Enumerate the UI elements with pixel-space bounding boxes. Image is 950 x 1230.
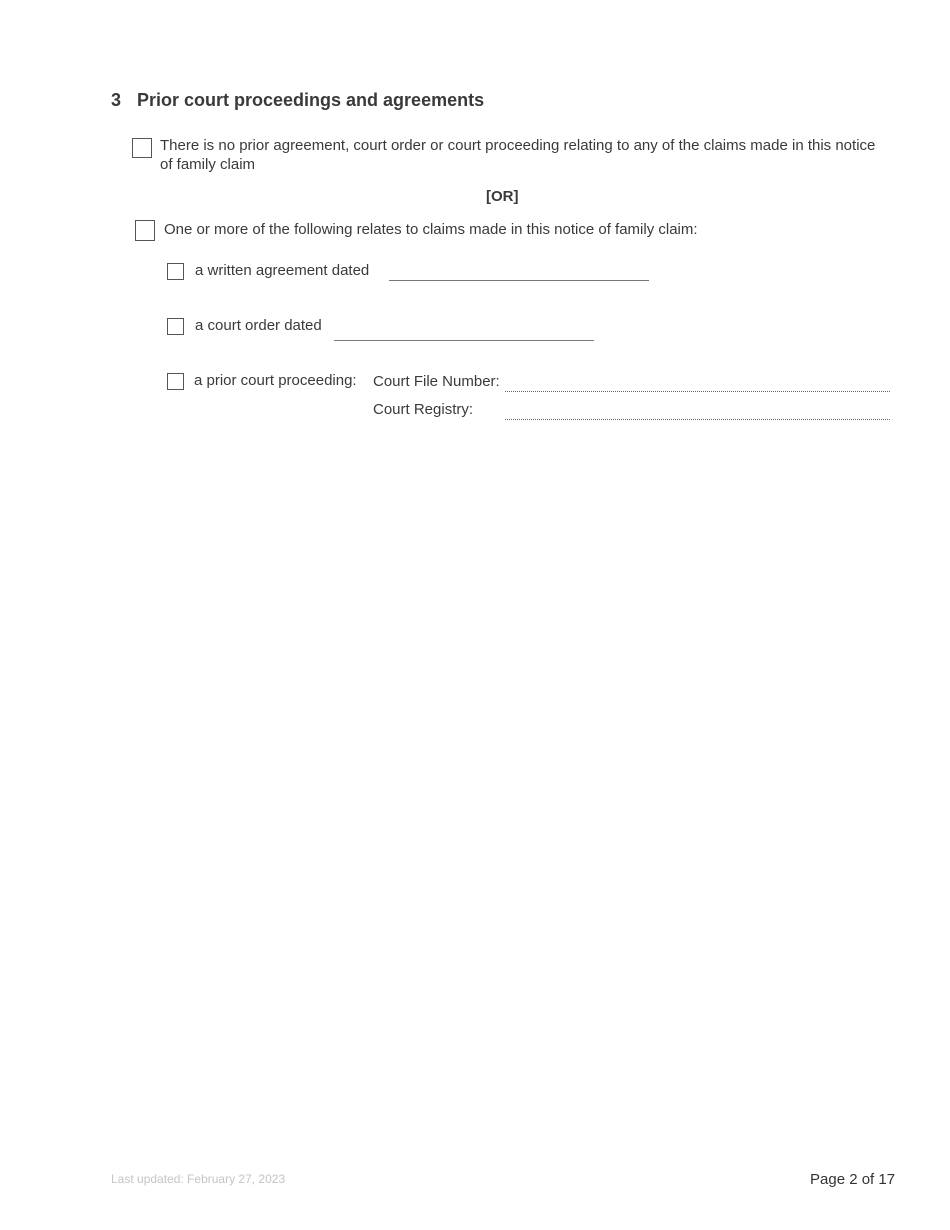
court-order-label: a court order dated [195,317,322,334]
written-agreement-label: a written agreement dated [195,262,370,279]
written-agreement-checkbox[interactable] [167,263,184,280]
last-updated: Last updated: February 27, 2023 [111,1172,286,1186]
no-prior-checkbox[interactable] [132,138,152,158]
prior-proceeding-checkbox[interactable] [167,373,184,390]
no-prior-label: There is no prior agreement, court order or court proceeding relating to any of the claims made in this notice of family claim [160,137,876,173]
court-file-number-field[interactable] [505,391,890,392]
one-or-more-label: One or more of the following relates to claims made in this notice of family claim: [164,221,698,238]
court-order-checkbox[interactable] [167,318,184,335]
one-or-more-checkbox[interactable] [135,220,155,241]
court-file-number-label: Court File Number: [373,373,500,390]
section-title: Prior court proceedings and agreements [137,90,485,110]
or-label: [OR] [486,188,519,205]
prior-proceeding-label: a prior court proceeding: [194,372,357,389]
court-registry-field[interactable] [505,419,890,420]
page-number: Page 2 of 17 [810,1171,896,1188]
court-registry-label: Court Registry: [373,401,474,418]
written-agreement-date-field[interactable] [389,280,649,281]
court-order-date-field[interactable] [334,340,594,341]
section-number: 3 [111,90,122,110]
